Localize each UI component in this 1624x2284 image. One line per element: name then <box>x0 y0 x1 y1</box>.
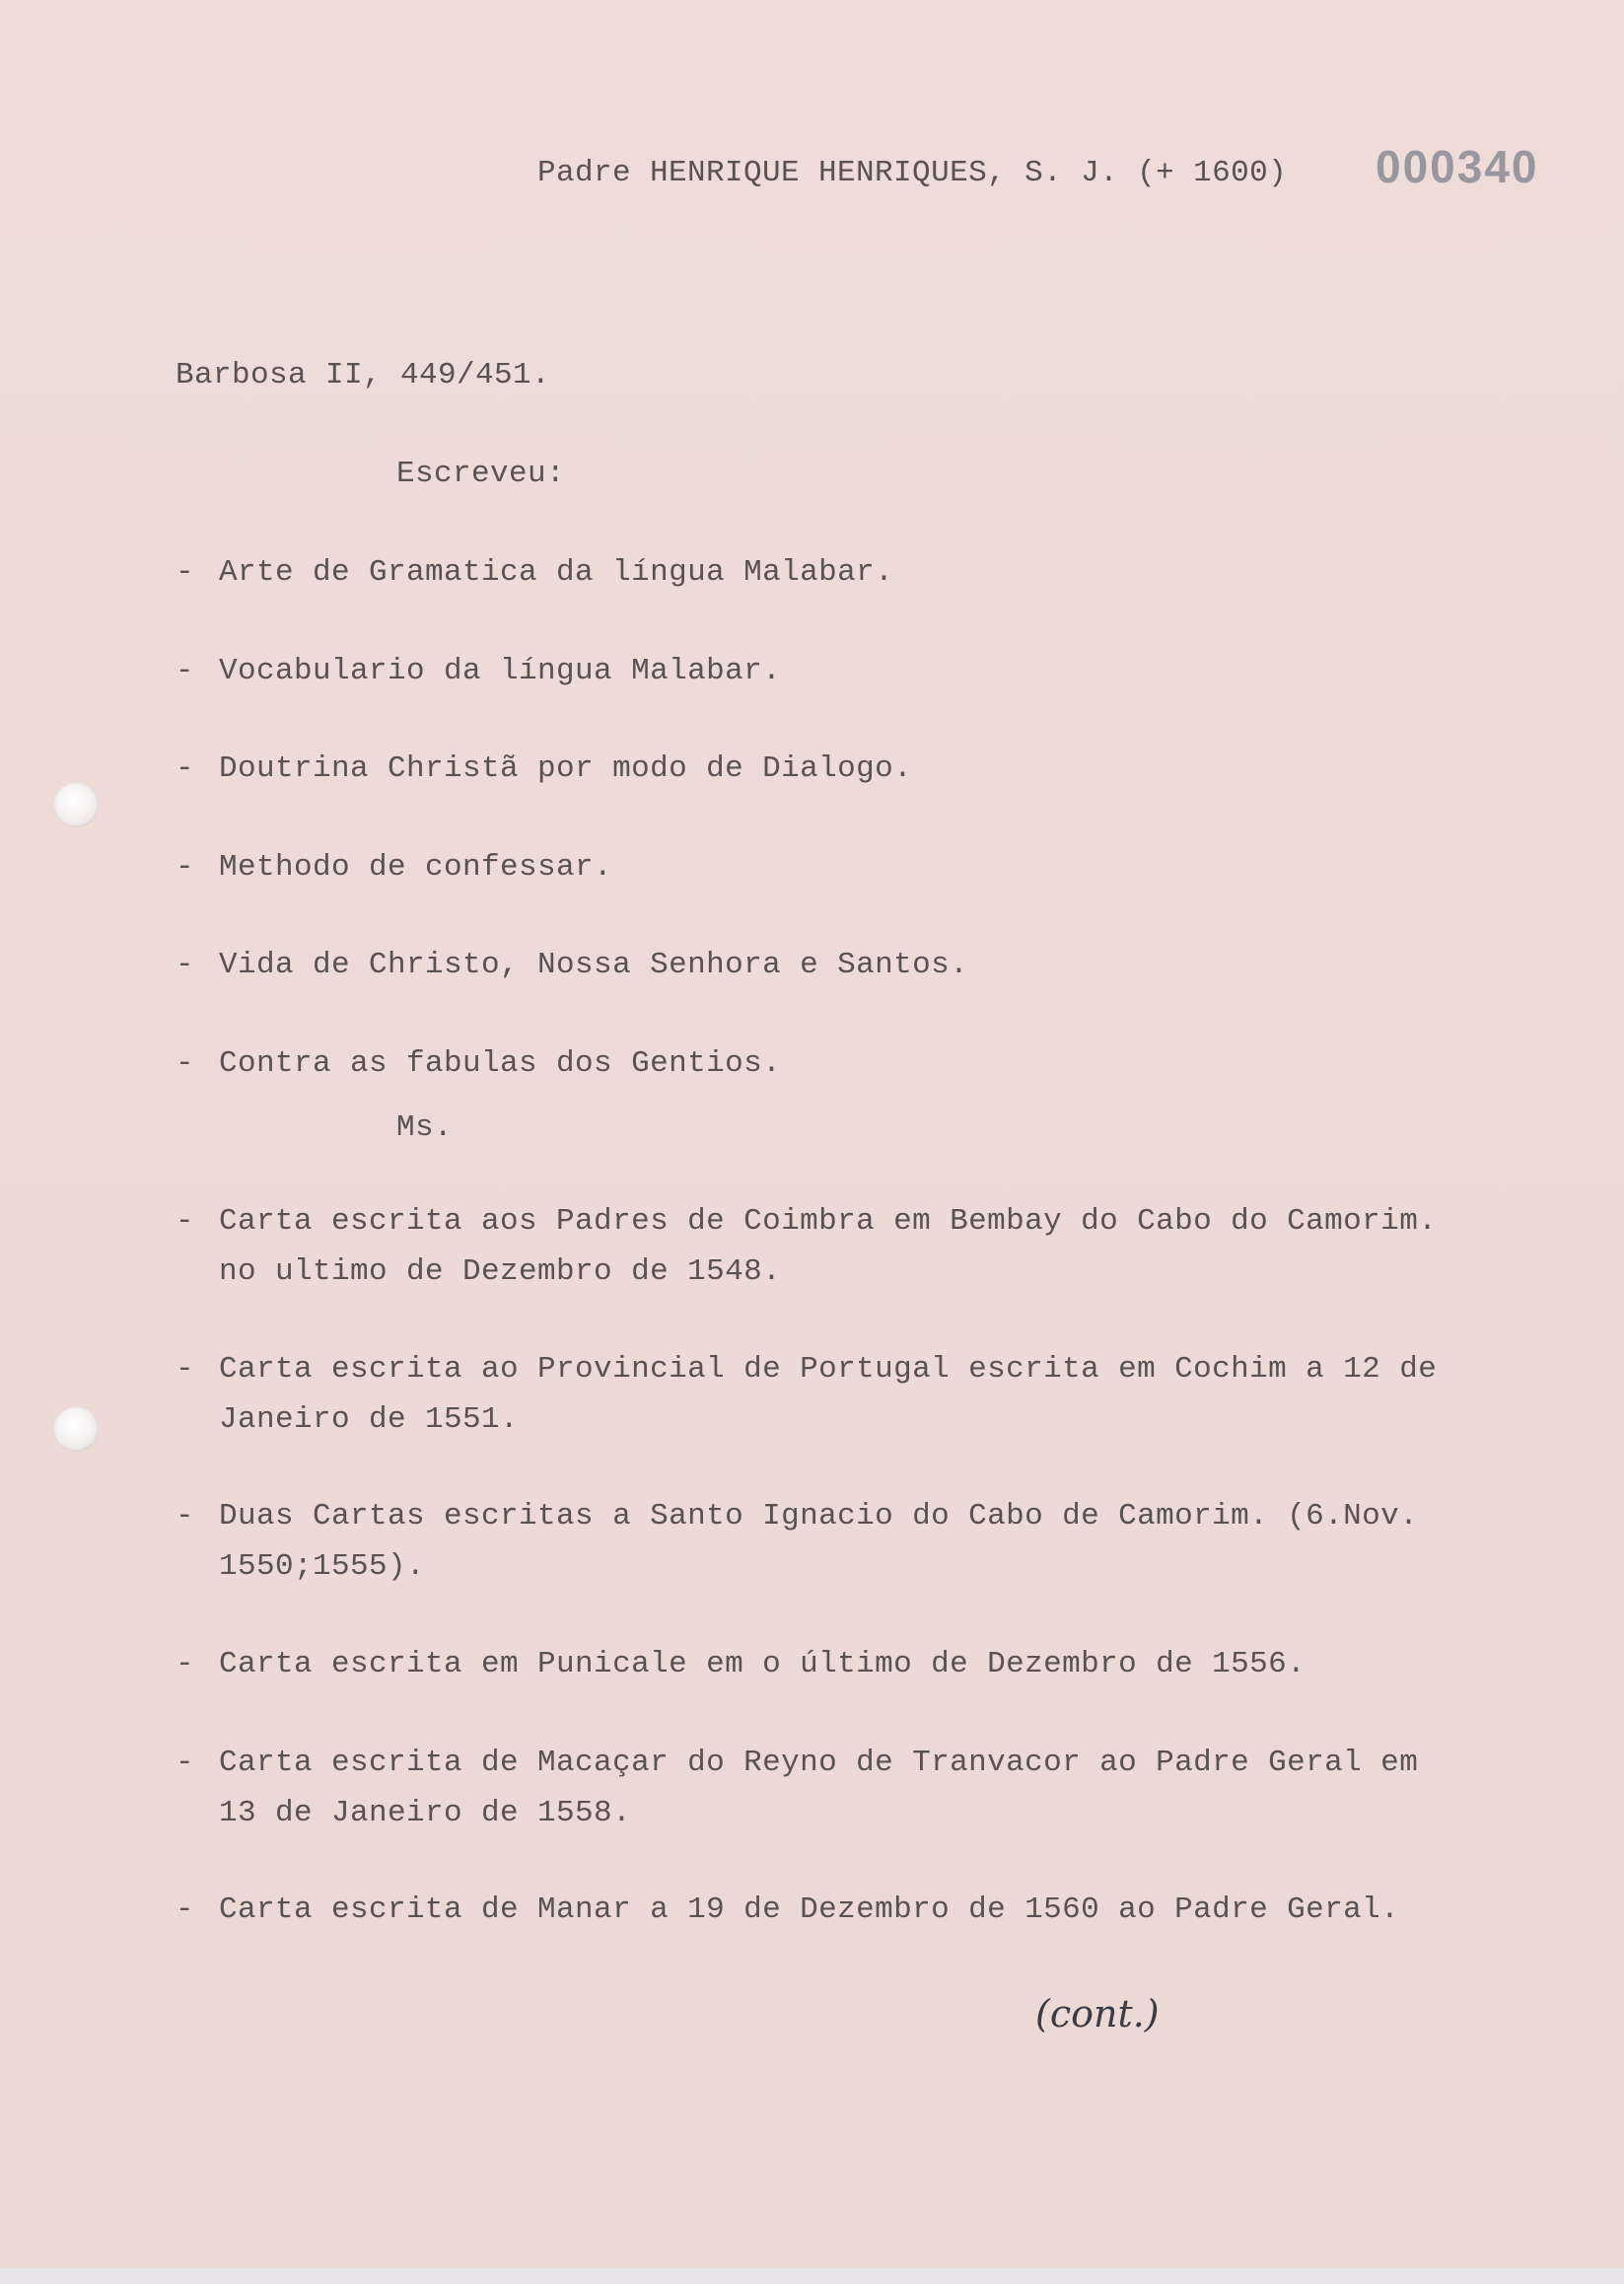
letter-item-text: Carta escrita em Punicale em o último de Dezembro de 1556. <box>219 1647 1306 1681</box>
section-heading-wrote: Escreveu: <box>396 457 566 491</box>
list-dash: - <box>176 1352 194 1387</box>
punch-hole <box>53 1406 99 1452</box>
continued-handwritten-note: (cont.) <box>1035 1992 1160 2035</box>
list-dash: - <box>176 555 194 590</box>
list-dash: - <box>176 948 194 982</box>
letter-item-text: Carta escrita ao Provincial de Portugal escrita em Cochim a 12 de Janeiro de 1551. <box>219 1352 1438 1437</box>
source-reference: Barbosa II, 449/451. <box>176 358 551 393</box>
list-dash: - <box>176 1046 194 1081</box>
list-dash: - <box>176 1204 194 1239</box>
work-item-text: Methodo de confessar. <box>219 850 613 885</box>
list-dash: - <box>176 1499 194 1534</box>
list-dash: - <box>176 1746 194 1780</box>
work-item-text: Vida de Christo, Nossa Senhora e Santos. <box>219 948 969 982</box>
letter-item-text: Carta escrita aos Padres de Coimbra em Bembay do Cabo do Camorim. no ultimo de Dezembro de 1548. <box>219 1204 1438 1289</box>
work-item-text: Doutrina Christã por modo de Dialogo. <box>219 751 913 786</box>
list-dash: - <box>176 1647 194 1681</box>
document-header: Padre HENRIQUE HENRIQUES, S. J. (+ 1600) <box>537 156 1288 190</box>
work-item-text: Vocabulario da língua Malabar. <box>219 654 782 688</box>
section-heading-ms: Ms. <box>396 1110 454 1145</box>
scan-bottom-edge <box>0 2268 1624 2284</box>
letter-item-text: Carta escrita de Manar a 19 de Dezembro de 1560 ao Padre Geral. <box>219 1892 1400 1927</box>
page-number-stamp: 000340 <box>1376 141 1539 192</box>
letter-item-text: Duas Cartas escritas a Santo Ignacio do Cabo de Camorim. (6.Nov. 1550;1555). <box>219 1499 1419 1584</box>
list-dash: - <box>176 1892 194 1927</box>
punch-hole <box>53 782 99 827</box>
letter-item-text: Carta escrita de Macaçar do Reyno de Tranvacor ao Padre Geral em 13 de Janeiro de 1558. <box>219 1746 1419 1830</box>
work-item-text: Arte de Gramatica da língua Malabar. <box>219 555 894 590</box>
list-dash: - <box>176 654 194 688</box>
work-item-text: Contra as fabulas dos Gentios. <box>219 1046 782 1081</box>
list-dash: - <box>176 751 194 786</box>
list-dash: - <box>176 850 194 885</box>
